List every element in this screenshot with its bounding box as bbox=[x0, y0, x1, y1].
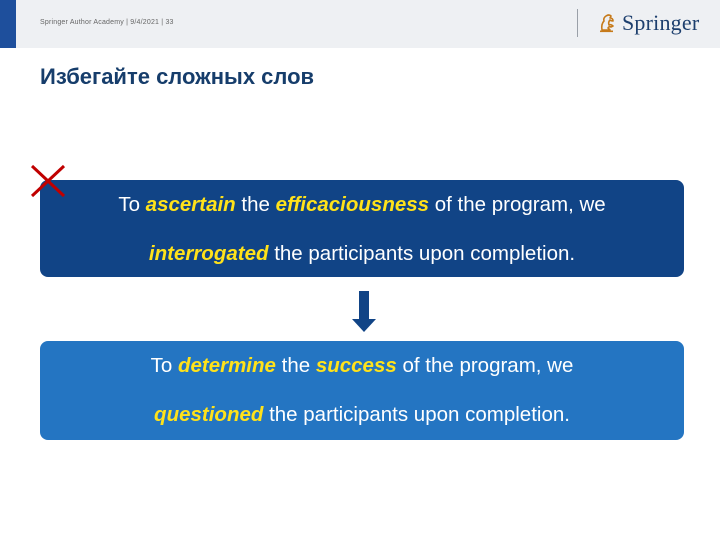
good-text: To bbox=[150, 354, 178, 377]
bad-text: the bbox=[235, 193, 276, 216]
slide-title: Избегайте сложных слов bbox=[40, 64, 315, 89]
logo-divider bbox=[577, 9, 578, 37]
slide-header bbox=[0, 0, 720, 48]
header-accent-bar bbox=[0, 0, 16, 48]
springer-logo bbox=[598, 10, 699, 36]
springer-horse-icon bbox=[598, 12, 618, 34]
bad-complex-word: ascertain bbox=[145, 193, 236, 216]
bad-text: the participants upon completion. bbox=[268, 242, 576, 265]
arrow-down-icon bbox=[350, 291, 378, 333]
x-mark-icon bbox=[30, 164, 68, 198]
logo-wordmark: Springer bbox=[622, 10, 700, 35]
slide-meta: Springer Author Academy | 9/4/2021 | 33 bbox=[40, 19, 174, 26]
bad-text: To bbox=[118, 193, 146, 216]
good-text: the participants upon completion. bbox=[263, 403, 570, 426]
good-simple-word: success bbox=[315, 354, 397, 377]
good-example-line-1 bbox=[40, 341, 684, 390]
good-example-box bbox=[40, 341, 684, 440]
bad-complex-word: interrogated bbox=[148, 242, 269, 265]
good-text: the bbox=[275, 354, 316, 377]
bad-complex-word: efficaciousness bbox=[275, 193, 430, 216]
bad-text: of the program, we bbox=[429, 193, 606, 216]
good-simple-word: determine bbox=[177, 354, 276, 377]
bad-example-line-1 bbox=[40, 180, 684, 229]
good-simple-word: questioned bbox=[154, 403, 264, 426]
bad-example-box bbox=[40, 180, 684, 277]
bad-example-line-2 bbox=[40, 229, 684, 278]
good-example-line-2 bbox=[40, 390, 684, 439]
good-text: of the program, we bbox=[396, 354, 574, 377]
